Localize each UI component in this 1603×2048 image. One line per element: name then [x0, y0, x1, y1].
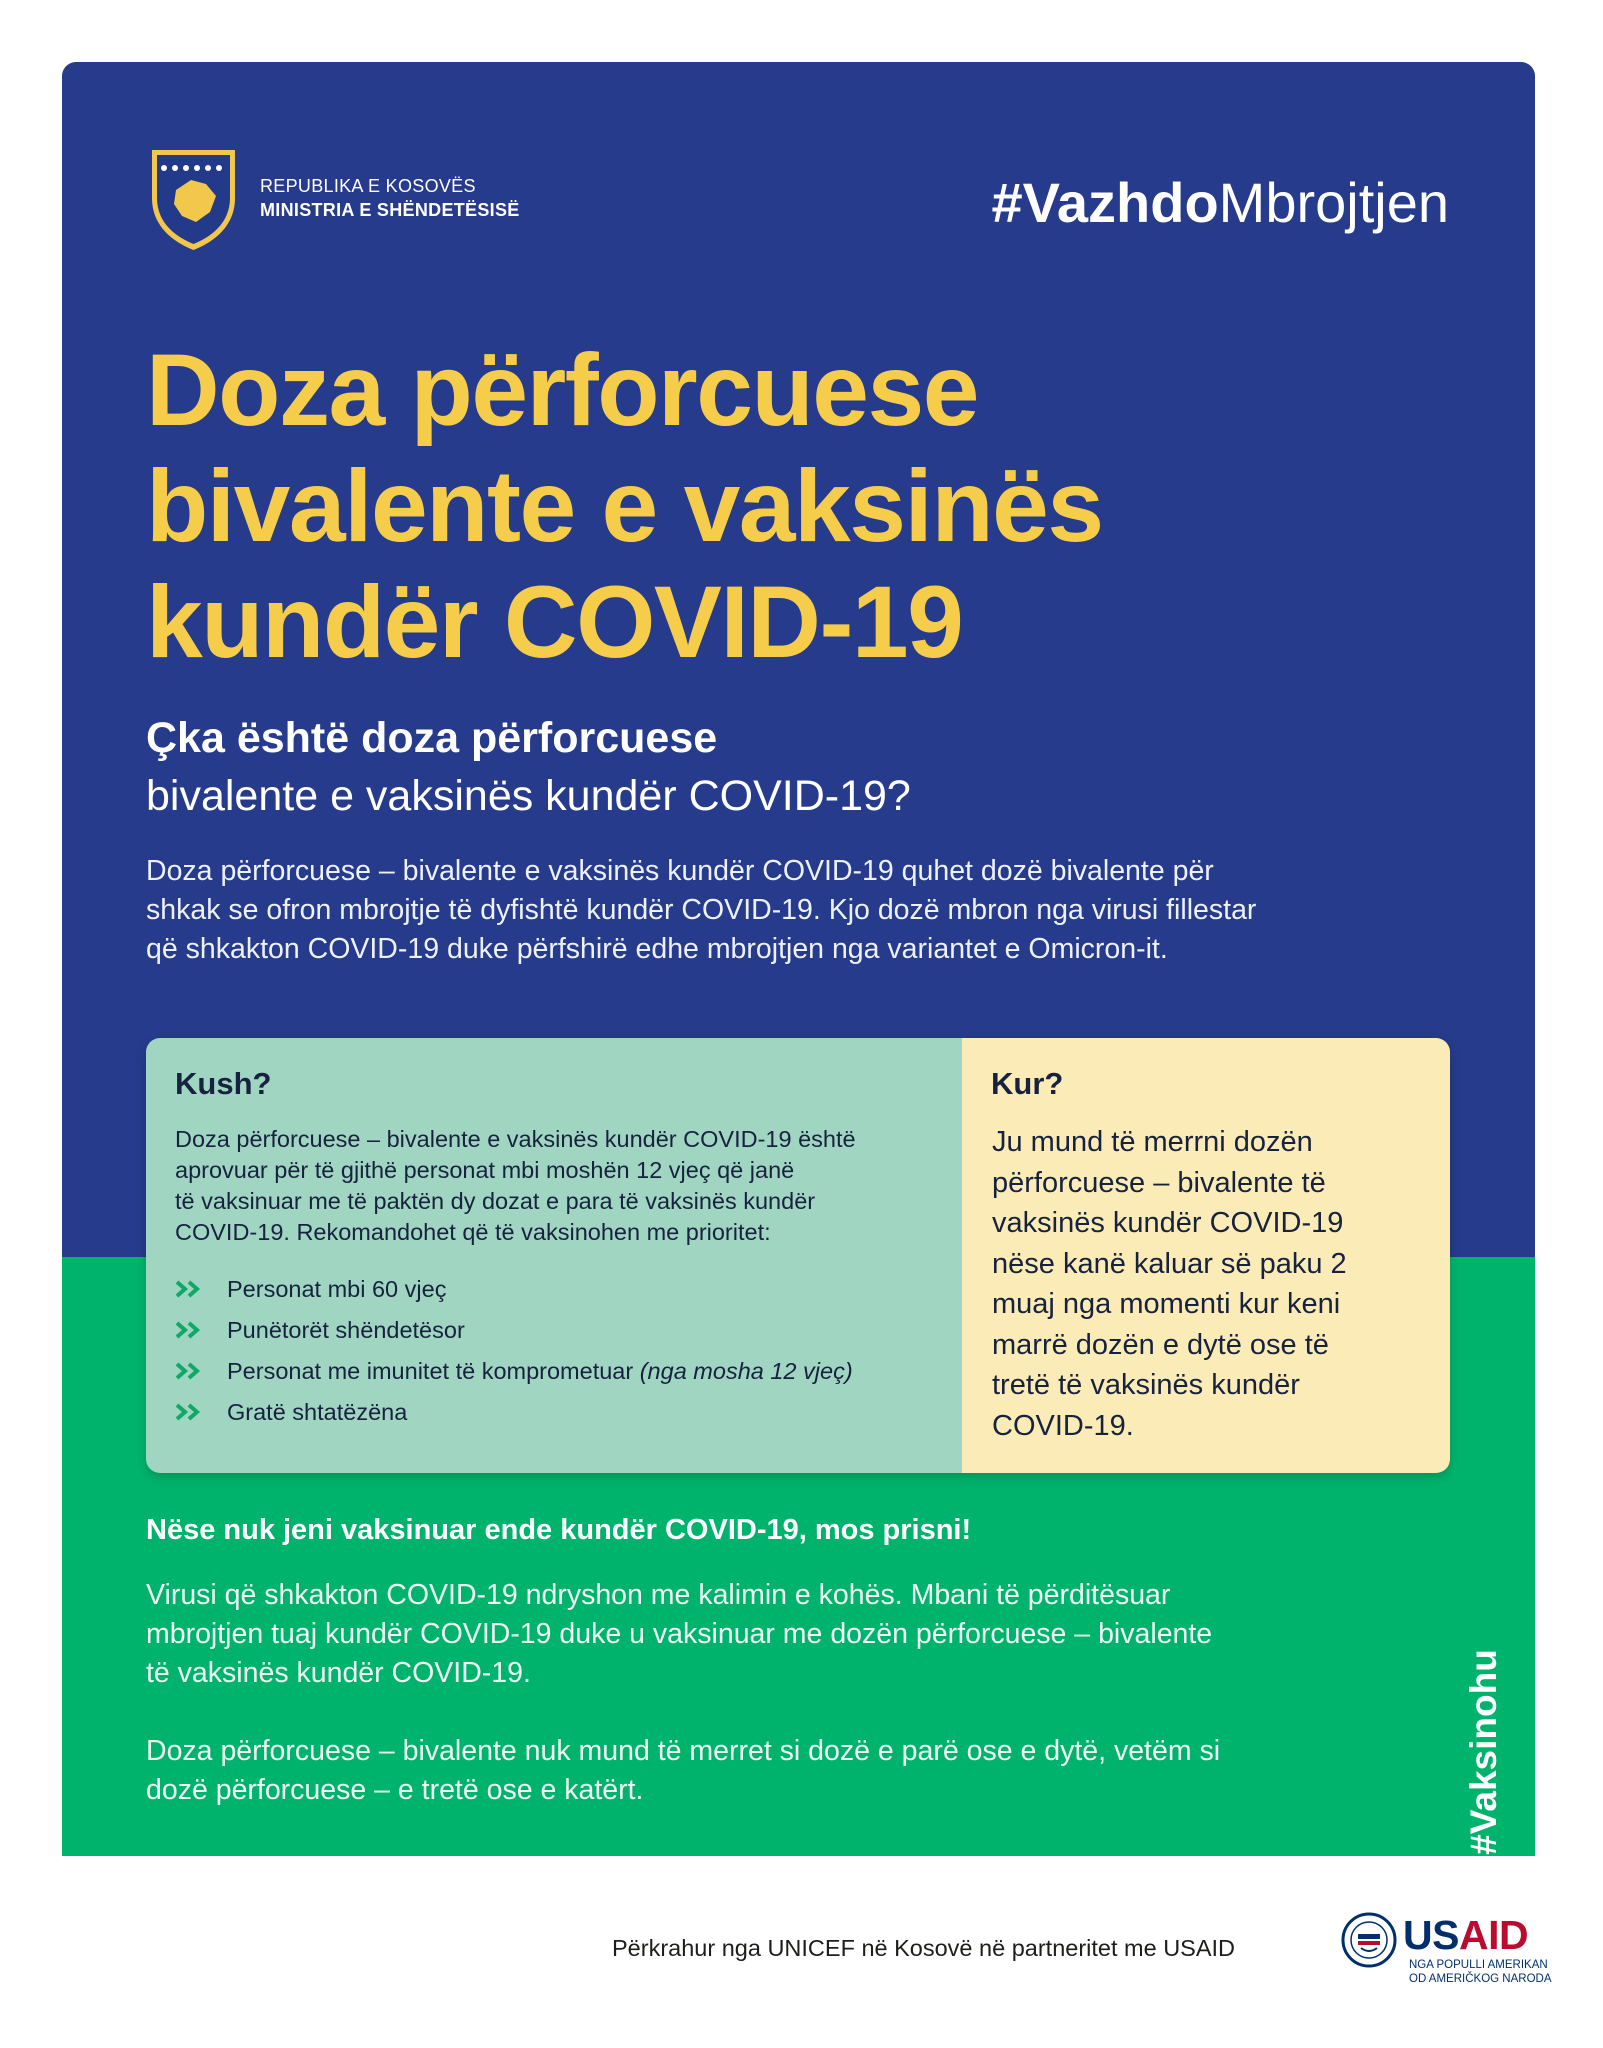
double-chevron-icon	[175, 1279, 207, 1299]
kur-line: marrë dozën e dytë ose të	[992, 1328, 1329, 1361]
headline	[146, 332, 1346, 680]
double-chevron-icon	[175, 1402, 207, 1422]
list-item-text	[227, 1356, 853, 1386]
paragraph-virus	[146, 1576, 1406, 1693]
priority-list	[175, 1268, 945, 1432]
paragraph-line: dozë përforcuese – e tretë ose e katërt.	[146, 1774, 644, 1806]
ministry-line2: MINISTRIA E SHËNDETËSISË	[260, 200, 520, 220]
list-item-note: (nga mosha 12 vjeç)	[639, 1357, 853, 1384]
kur-line: muaj nga momenti kur keni	[992, 1288, 1341, 1320]
intro-line: që shkakton COVID-19 duke përfshirë edhe mbrojtjen nga variantet e Omicron-it.	[146, 933, 1168, 965]
paragraph-dose	[146, 1732, 1406, 1810]
info-cards	[146, 1038, 1450, 1473]
usaid-seal-icon	[1341, 1912, 1397, 1968]
usaid-logo	[1403, 1913, 1528, 1957]
list-item-text: Gratë shtatëzëna	[227, 1398, 408, 1425]
kush-title: Kush?	[175, 1066, 272, 1101]
warning-heading: Nëse nuk jeni vaksinuar ende kundër COVID-19, mos prisni!	[146, 1514, 972, 1546]
card-kush	[146, 1038, 962, 1473]
usaid-tagline-line2: OD AMERIČKOG NARODA	[1409, 1973, 1552, 1985]
kush-line: Doza përforcuese – bivalente e vaksinës kundër COVID-19 është	[175, 1126, 856, 1152]
headline-line: kundër COVID-19	[146, 565, 963, 679]
hashtag-bold: #Vazhdo	[991, 171, 1219, 234]
list-item-text: Punëtorët shëndetësor	[227, 1316, 465, 1343]
kur-line: nëse kanë kaluar së paku 2	[992, 1247, 1347, 1280]
usaid-tagline-line1: NGA POPULLI AMERIKAN	[1409, 1959, 1548, 1971]
intro-line: Doza përforcuese – bivalente e vaksinës kundër COVID-19 quhet dozë bivalente për	[146, 855, 1214, 887]
hashtag-vaksinohu-text: #Vaksinohu	[1463, 1649, 1504, 1855]
ministry-line1: REPUBLIKA E KOSOVËS	[260, 176, 476, 196]
poster	[62, 62, 1535, 1856]
footer-support-text: Përkrahur nga UNICEF në Kosovë në partneritet me USAID	[612, 1935, 1236, 1961]
question-line1: Çka është doza përforcuese	[146, 714, 718, 762]
headline-line: Doza përforcuese	[146, 333, 978, 447]
usaid-aid: AID	[1458, 1912, 1529, 1958]
hashtag-vazhdo-mbrojtjen	[992, 170, 1450, 236]
kosovo-coat-of-arms-icon	[146, 146, 241, 252]
paragraph-line: Virusi që shkakton COVID-19 ndryshon me kalimin e kohës. Mbani të përditësuar	[146, 1579, 1171, 1611]
list-item	[175, 1309, 945, 1350]
card-kur	[962, 1038, 1450, 1473]
kush-line: aprovuar për të gjithë personat mbi moshën 12 vjeç që janë	[175, 1157, 795, 1183]
paragraph-line: të vaksinës kundër COVID-19.	[146, 1657, 531, 1689]
kur-title: Kur?	[991, 1066, 1064, 1101]
list-item	[175, 1268, 945, 1309]
usaid-us: US	[1403, 1912, 1459, 1958]
double-chevron-icon	[175, 1320, 207, 1340]
kur-line: përforcuese – bivalente të	[992, 1166, 1326, 1199]
intro-line: shkak se ofron mbrojtje të dyfishtë kundër COVID-19. Kjo dozë mbron nga virusi fillestar	[146, 894, 1257, 926]
kur-text	[992, 1122, 1432, 1446]
paragraph-line: mbrojtjen tuaj kundër COVID-19 duke u vaksinuar me dozën përforcuese – bivalente	[146, 1618, 1213, 1650]
list-item	[175, 1391, 945, 1432]
kush-text	[175, 1124, 945, 1248]
hashtag-light: Mbrojtjen	[1218, 171, 1449, 234]
usaid-tagline	[1409, 1958, 1552, 1986]
list-item-main: Personat me imunitet të komprometuar	[227, 1357, 634, 1384]
kur-line: tretë të vaksinës kundër	[992, 1369, 1300, 1401]
kur-line: vaksinës kundër COVID-19	[992, 1207, 1344, 1239]
intro-paragraph	[146, 852, 1446, 969]
paragraph-line: Doza përforcuese – bivalente nuk mund të merret si dozë e parë ose e dytë, vetëm si	[146, 1735, 1221, 1767]
ministry-name	[260, 174, 520, 222]
question-line2: bivalente e vaksinës kundër COVID-19?	[146, 772, 911, 820]
kur-line: COVID-19.	[992, 1409, 1134, 1442]
hashtag-vaksinohu	[1464, 1632, 1504, 1856]
double-chevron-icon	[175, 1361, 207, 1381]
list-item-text: Personat mbi 60 vjeç	[227, 1275, 447, 1302]
kush-line: të vaksinuar me të paktën dy dozat e para të vaksinës kundër	[175, 1188, 816, 1214]
question-heading	[146, 710, 1396, 826]
headline-line: bivalente e vaksinës	[146, 449, 1103, 563]
kur-line: Ju mund të merrni dozën	[992, 1126, 1313, 1158]
list-item	[175, 1350, 945, 1391]
kush-line: COVID-19. Rekomandohet që të vaksinohen me prioritet:	[175, 1219, 771, 1245]
